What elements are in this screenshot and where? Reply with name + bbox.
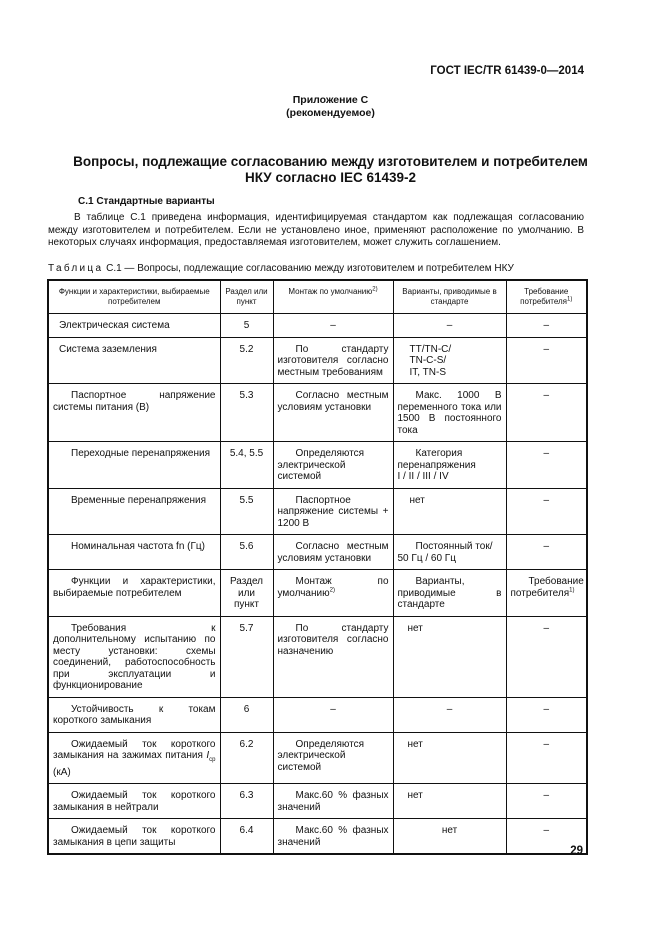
cell-function: Устойчивость к токам короткого замыкания (48, 697, 220, 732)
page-title: Вопросы, подлежащие согласованию между изготовителем и потребителем НКУ согласно IEC 61439-2 (73, 154, 588, 185)
cell-function: Переходные перенапряжения (48, 442, 220, 489)
table-row (48, 442, 587, 489)
cell-function (48, 732, 220, 784)
header-options: Варианты, приводимые в стандарте (393, 570, 506, 617)
cell-options: Постоянный ток/ 50 Гц / 60 Гц (393, 535, 506, 570)
header-default (273, 570, 393, 617)
header-function: Функции и характеристики, выбираемые потребителем (48, 570, 220, 617)
header-requirement-label: Требование потребителя (510, 576, 584, 599)
cell-options: нет (393, 732, 506, 784)
cell-default: По стандарту изготовителя согласно местным требованиям (273, 337, 393, 384)
cell-requirement: – (506, 384, 587, 442)
cell-options: TT/TN-C/ TN-C-S/ IT, TN-S (393, 337, 506, 384)
cell-options: нет (393, 819, 506, 855)
table-row (48, 488, 587, 535)
table-header-row (48, 280, 587, 314)
cell-options: – (393, 697, 506, 732)
annex-subtitle: (рекомендуемое) (286, 107, 375, 119)
current-symbol: I (206, 750, 210, 761)
current-symbol-subscript: cp (209, 757, 216, 763)
header-default-label: Монтаж по умолчанию (277, 576, 389, 599)
cell-requirement: – (506, 697, 587, 732)
table-row (48, 384, 587, 442)
cell-default: – (273, 697, 393, 732)
footnote-ref: 2) (329, 587, 335, 594)
cell-clause: 6 (220, 697, 273, 732)
table-row (48, 697, 587, 732)
cell-requirement: – (506, 535, 587, 570)
table-caption (48, 263, 514, 274)
header-requirement (506, 280, 587, 314)
cell-default: Паспортное напряжение системы + 1200 В (273, 488, 393, 535)
cell-clause: 5 (220, 314, 273, 338)
cell-clause: 5.3 (220, 384, 273, 442)
table-row (48, 535, 587, 570)
page-number: 29 (570, 845, 583, 857)
cell-default: Согласно местным условиям установки (273, 535, 393, 570)
table-row (48, 314, 587, 338)
annex-title: Приложение С (292, 94, 369, 106)
cell-requirement: – (506, 784, 587, 819)
cell-default: Согласно местным условиям установки (273, 384, 393, 442)
cell-default: По стандарту изготовителя согласно назначению (273, 616, 393, 697)
cell-requirement: – (506, 819, 587, 855)
section-heading: С.1 Стандартные варианты (78, 196, 215, 207)
table-row (48, 819, 587, 855)
header-clause: Раздел или пункт (220, 570, 273, 617)
table-row (48, 784, 587, 819)
cell-requirement: – (506, 442, 587, 489)
cell-function: Система заземления (48, 337, 220, 384)
cell-clause: 6.2 (220, 732, 273, 784)
cell-default: Макс.60 % фазных значений (273, 819, 393, 855)
header-clause: Раздел или пункт (220, 280, 273, 314)
cell-clause: 6.4 (220, 819, 273, 855)
cell-options: Макс. 1000 В переменного тока или 1500 В постоянного тока (393, 384, 506, 442)
header-requirement (506, 570, 587, 617)
cell-requirement: – (506, 314, 587, 338)
cell-clause: 5.7 (220, 616, 273, 697)
cell-function-text: Ожидаемый ток короткого замыкания на зажимах питания (53, 738, 216, 761)
table-caption-label: Таблица (48, 263, 104, 274)
cell-function: Электрическая система (48, 314, 220, 338)
cell-clause: 5.6 (220, 535, 273, 570)
cell-clause: 6.3 (220, 784, 273, 819)
cell-requirement: – (506, 488, 587, 535)
agreement-table (47, 279, 588, 855)
header-default-label: Монтаж по умолчанию (288, 287, 373, 296)
cell-default: Определяются электрической системой (273, 732, 393, 784)
table-repeated-header-row (48, 570, 587, 617)
cell-requirement: – (506, 337, 587, 384)
cell-options: нет (393, 784, 506, 819)
unit-label: (кА) (53, 766, 71, 778)
cell-options: Категория перенапряжения I / II / III / IV (393, 442, 506, 489)
table-row (48, 732, 587, 784)
cell-clause: 5.4, 5.5 (220, 442, 273, 489)
cell-options: – (393, 314, 506, 338)
cell-options: нет (393, 488, 506, 535)
annex-heading (0, 94, 661, 120)
footnote-ref: 1) (567, 296, 573, 303)
cell-default: Определяются электрической системой (273, 442, 393, 489)
cell-default: Макс.60 % фазных значений (273, 784, 393, 819)
table-row (48, 616, 587, 697)
cell-function: Ожидаемый ток короткого замыкания в нейтрали (48, 784, 220, 819)
cell-function: Номинальная частота fn (Гц) (48, 535, 220, 570)
header-function: Функции и характеристики, выбираемые потребителем (48, 280, 220, 314)
cell-function: Паспортное напряжение системы питания (В) (48, 384, 220, 442)
cell-function: Ожидаемый ток короткого замыкания в цепи защиты (48, 819, 220, 855)
cell-function: Требования к дополнительному испытанию по месту установки: схемы соединений, работоспособность при эксплуатации и функционирование (48, 616, 220, 697)
table-caption-text: С.1 — Вопросы, подлежащие согласованию между изготовителем и потребителем НКУ (106, 263, 514, 274)
footnote-ref: 1) (569, 587, 575, 594)
cell-default: – (273, 314, 393, 338)
cell-clause: 5.5 (220, 488, 273, 535)
cell-options: нет (393, 616, 506, 697)
intro-paragraph: В таблице С.1 приведена информация, идентифицируемая стандартом как подлежащая согласованию между изготовителем и потребителем. Если не установлено иное, применяют расположение по умолчанию. В некоторых случаях информация, предоставляемая изготовителем, может служить соглашением. (48, 212, 584, 248)
header-default (273, 280, 393, 314)
document-code: ГОСТ IEC/TR 61439-0—2014 (430, 65, 584, 77)
footnote-ref: 2) (372, 286, 378, 293)
cell-function: Временные перенапряжения (48, 488, 220, 535)
table-row (48, 337, 587, 384)
cell-requirement: – (506, 732, 587, 784)
header-requirement-label: Требование потребителя (520, 287, 569, 306)
header-options: Варианты, приводимые в стандарте (393, 280, 506, 314)
cell-clause: 5.2 (220, 337, 273, 384)
cell-requirement: – (506, 616, 587, 697)
